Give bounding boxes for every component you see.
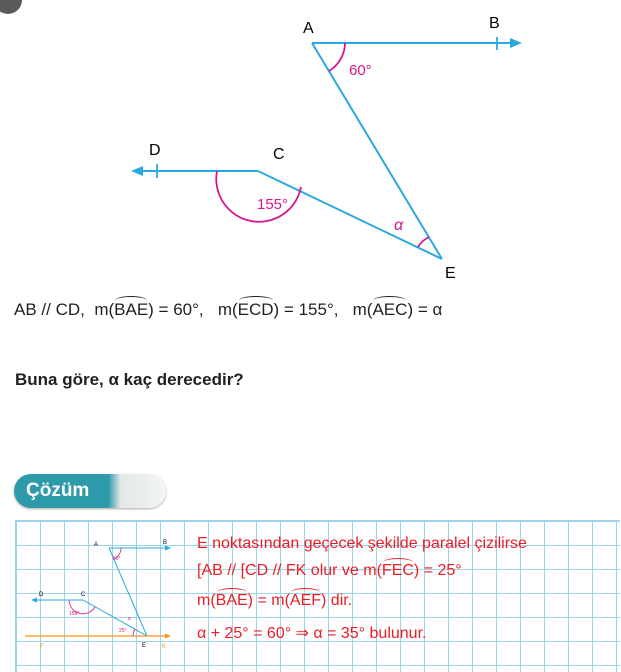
angle-ecd: ECD: [237, 300, 274, 319]
mini-label-b: B: [163, 540, 168, 546]
mini-arrow-k: [165, 634, 171, 639]
angle-c-label: 155°: [257, 196, 289, 213]
mini-arrow-b: [165, 546, 171, 551]
point-e-label: E: [445, 265, 456, 282]
mini-label-c: C: [81, 592, 86, 598]
arrow-d: [131, 166, 143, 176]
angle-fec: FEC: [381, 562, 414, 579]
point-d-label: D: [149, 142, 161, 159]
mini-angle-a: 60°: [113, 556, 121, 562]
mini-label-e: E: [142, 643, 147, 649]
mini-label-d: D: [39, 592, 44, 598]
mini-angle-25: 25°: [119, 628, 127, 634]
point-a-label: A: [303, 20, 314, 37]
mini-angle-alpha: α: [128, 616, 131, 622]
solution-mini-figure: [15, 520, 215, 671]
arrow-b: [510, 38, 522, 48]
angle-bae: BAE: [114, 300, 149, 319]
solution-line-1: E noktasından geçecek şekilde paralel çizilirse: [197, 535, 527, 552]
question-text: Buna göre, α kaç derecedir?: [15, 370, 244, 389]
solution-line-4: α + 25° = 60° ⇒ α = 35° bulunur.: [197, 625, 427, 642]
mini-segment-ce: [83, 600, 147, 636]
mini-label-k: K: [162, 644, 167, 650]
mini-label-f: F: [40, 644, 44, 650]
main-figure: [0, 0, 621, 290]
point-c-label: C: [273, 146, 285, 163]
angle-aec: AEC: [372, 300, 408, 319]
solution-badge: [14, 474, 166, 508]
parallel-text: AB // CD,: [14, 300, 85, 319]
angle-a-label: 60°: [349, 62, 372, 79]
mini-angle-c: 155°: [69, 611, 80, 617]
segment-ae: [312, 43, 442, 259]
mini-arrow-d: [31, 598, 37, 603]
solution-badge-label: Çözüm: [26, 480, 90, 501]
angle-e-label: α: [394, 217, 404, 234]
solution-line-3: m(BAE) = m(AEF) dir.: [197, 592, 353, 609]
angle-bae-sol: BAE: [215, 592, 248, 609]
point-b-label: B: [489, 15, 500, 32]
angle-arc-a: [329, 43, 345, 71]
mini-label-a: A: [94, 542, 99, 548]
angle-arc-e: [418, 237, 429, 247]
mini-arc-25: [133, 629, 135, 636]
given-statement: AB // CD, m(BAE) = 60°, m(ECD) = 155°, m(AEC) = α: [14, 300, 443, 319]
solution-line-2: [AB // [CD // FK olur ve m(FEC) = 25°: [197, 562, 462, 579]
angle-aef: AEF: [289, 592, 322, 609]
